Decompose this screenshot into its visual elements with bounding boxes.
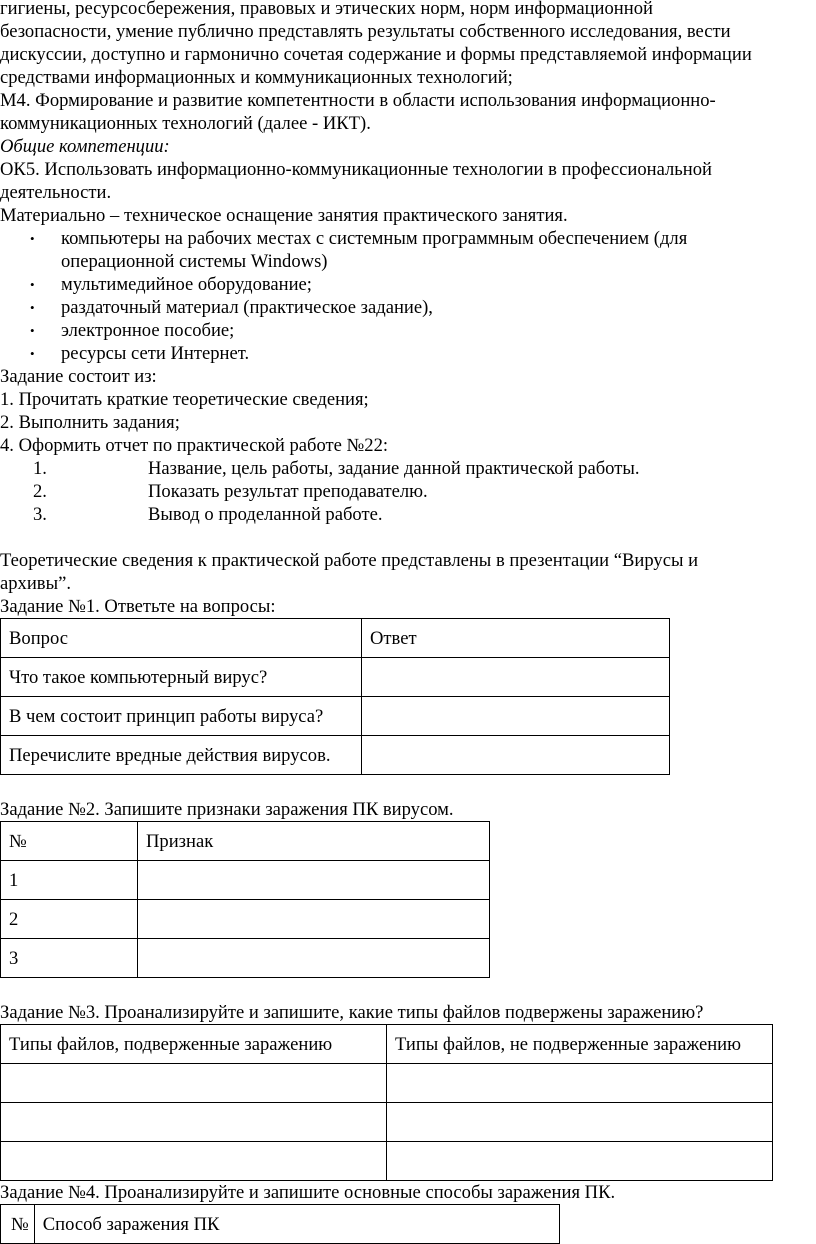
intro-line: безопасности, умение публично представлять результаты собственного исследования, вести: [0, 21, 731, 42]
header-cell-number: №: [1, 1205, 35, 1244]
intro-line: дискуссии, доступно и гармонично сочетая содержание и формы представляемой информации: [0, 44, 752, 65]
table-row: [1, 939, 490, 978]
header-cell-method: Способ заражения ПК: [34, 1205, 559, 1244]
table-row: [1, 900, 490, 939]
step-line: 4. Оформить отчет по практической работе №22:: [0, 435, 389, 456]
task2-heading: Задание №2. Запишите признаки заражения ПК вирусом.: [0, 799, 454, 820]
list-item-text: мультимедийное оборудование;: [61, 274, 312, 295]
header-cell-sign: Признак: [138, 822, 490, 861]
bullet-icon: •: [30, 300, 35, 315]
step-line: 1. Прочитать краткие теоретические сведения;: [0, 389, 369, 410]
row-number-cell: 1: [1, 861, 138, 900]
item-text: Показать результат преподавателю.: [148, 481, 428, 502]
row-number-cell: 2: [1, 900, 138, 939]
bullet-icon: •: [30, 231, 35, 246]
list-item-text: электронное пособие;: [61, 320, 235, 341]
ok5-line: деятельности.: [0, 182, 112, 203]
not-infected-cell[interactable]: [387, 1142, 773, 1181]
table-row: [1, 1103, 773, 1142]
sign-cell[interactable]: [138, 861, 490, 900]
task4-table: [0, 1204, 560, 1244]
table-header-row: [1, 619, 670, 658]
list-item: [0, 273, 800, 296]
list-item: [0, 296, 800, 319]
list-item: [0, 319, 800, 342]
intro-line: средствами информационных и коммуникационных технологий;: [0, 67, 513, 88]
task1-table: [0, 618, 670, 775]
equipment-heading: Материально – техническое оснащение занятия практического занятия.: [0, 205, 568, 226]
sign-cell[interactable]: [138, 939, 490, 978]
bullet-icon: •: [30, 323, 35, 338]
list-item-text: ресурсы сети Интернет.: [61, 343, 250, 364]
table-header-row: [1, 1205, 560, 1244]
item-number: 1.: [33, 458, 47, 479]
task4-heading: Задание №4. Проанализируйте и запишите основные способы заражения ПК.: [0, 1182, 616, 1203]
row-number-cell: 3: [1, 939, 138, 978]
table-header-row: [1, 1025, 773, 1064]
infected-cell[interactable]: [1, 1103, 387, 1142]
task-consists-heading: Задание состоит из:: [0, 366, 157, 387]
theory-line: Теоретические сведения к практической работе представлены в презентации “Вирусы и: [0, 550, 699, 571]
table-row: [1, 1142, 773, 1181]
item-number: 3.: [33, 504, 47, 525]
list-item-text: раздаточный материал (практическое задание),: [61, 297, 433, 318]
infected-cell[interactable]: [1, 1064, 387, 1103]
task3-heading: Задание №3. Проанализируйте и запишите, какие типы файлов подвержены заражению?: [0, 1002, 704, 1023]
list-item: [0, 480, 800, 503]
list-item: [0, 342, 800, 365]
task1-heading: Задание №1. Ответьте на вопросы:: [0, 596, 276, 617]
list-item: [0, 457, 800, 480]
task3-table: [0, 1024, 773, 1181]
not-infected-cell[interactable]: [387, 1103, 773, 1142]
general-competencies-heading: Общие компетенции:: [0, 136, 170, 157]
header-cell-not-infected: Типы файлов, не подверженные заражению: [387, 1025, 773, 1064]
report-list: [0, 457, 800, 526]
answer-cell[interactable]: [362, 736, 670, 775]
table-row: [1, 861, 490, 900]
header-cell-answer: Ответ: [362, 619, 670, 658]
intro-line: гигиены, ресурсосбережения, правовых и этических норм, норм информационной: [0, 0, 653, 19]
question-cell: Перечислите вредные действия вирусов.: [1, 736, 362, 775]
table-header-row: [1, 822, 490, 861]
item-number: 2.: [33, 481, 47, 502]
equipment-list: [0, 227, 800, 365]
table-row: [1, 736, 670, 775]
sign-cell[interactable]: [138, 900, 490, 939]
question-cell: Что такое компьютерный вирус?: [1, 658, 362, 697]
list-item: [0, 503, 800, 526]
item-text: Название, цель работы, задание данной практической работы.: [148, 458, 640, 479]
infected-cell[interactable]: [1, 1142, 387, 1181]
item-text: Вывод о проделанной работе.: [148, 504, 383, 525]
not-infected-cell[interactable]: [387, 1064, 773, 1103]
table-row: [1, 1064, 773, 1103]
header-cell-question: Вопрос: [1, 619, 362, 658]
m4-line: коммуникационных технологий (далее - ИКТ).: [0, 113, 371, 134]
table-row: [1, 697, 670, 736]
bullet-icon: •: [30, 277, 35, 292]
task2-table: [0, 821, 490, 978]
m4-line: М4. Формирование и развитие компетентности в области использования информационно-: [0, 90, 716, 111]
bullet-icon: •: [30, 346, 35, 361]
step-line: 2. Выполнить задания;: [0, 412, 180, 433]
header-cell-infected: Типы файлов, подверженные заражению: [1, 1025, 387, 1064]
header-cell-number: №: [1, 822, 138, 861]
table-row: [1, 658, 670, 697]
list-item: [0, 227, 800, 273]
list-item-text: компьютеры на рабочих местах с системным программным обеспечением (для: [61, 228, 688, 249]
answer-cell[interactable]: [362, 658, 670, 697]
theory-line: архивы”.: [0, 573, 71, 594]
ok5-line: ОК5. Использовать информационно-коммуникационные технологии в профессиональной: [0, 159, 712, 180]
answer-cell[interactable]: [362, 697, 670, 736]
question-cell: В чем состоит принцип работы вируса?: [1, 697, 362, 736]
list-item-text-cont: операционной системы Windows): [61, 251, 328, 272]
